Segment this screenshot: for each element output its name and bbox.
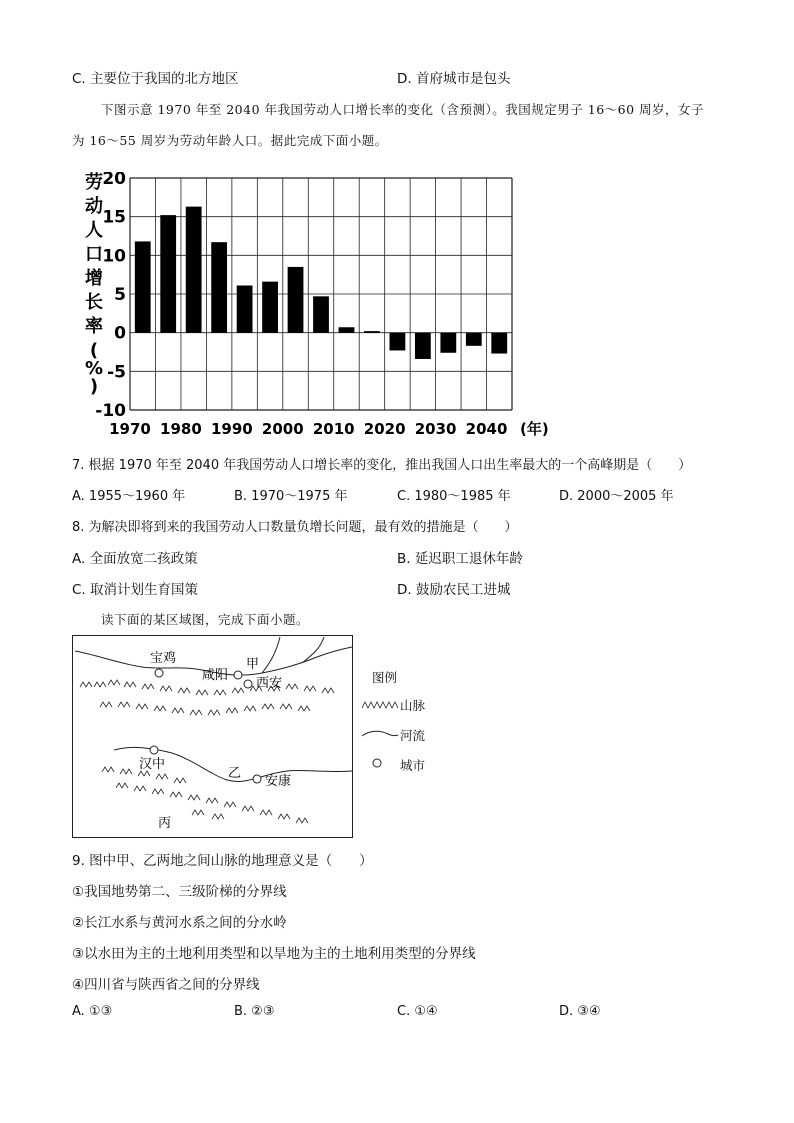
y-axis-label-char: )	[89, 376, 99, 397]
bar-2035	[466, 333, 482, 346]
bar-2040	[491, 333, 507, 354]
bar-2030	[440, 333, 456, 353]
ytick-label: -5	[107, 362, 126, 383]
label-yi: 乙	[228, 766, 242, 781]
q9-item-2: ②长江水系与黄河水系之间的分水岭	[72, 915, 287, 931]
city-icon	[370, 756, 384, 770]
q7-option-d[interactable]: D. 2000～2005 年	[559, 489, 674, 504]
label-jia: 甲	[246, 657, 260, 672]
bar-2020	[390, 333, 406, 351]
legend-city: 城市	[400, 758, 426, 773]
label-baoji: 宝鸡	[150, 651, 177, 666]
city-ankang-marker	[253, 775, 261, 783]
xtick-label: 2010	[312, 420, 355, 438]
bar-2025	[415, 333, 431, 359]
legend-river: 河流	[400, 728, 426, 743]
q7-option-b[interactable]: B. 1970～1975 年	[234, 489, 348, 504]
xtick-label: 2040	[465, 420, 508, 438]
xtick-label: 2030	[414, 420, 457, 438]
city-hanzhong-marker	[150, 746, 158, 754]
q9-option-c[interactable]: C. ①④	[397, 1004, 438, 1019]
y-axis-label-char: 率	[85, 316, 103, 337]
q8-option-d[interactable]: D. 鼓励农民工进城	[397, 582, 511, 598]
river-icon	[360, 726, 400, 740]
q9-item-1: ①我国地势第二、三级阶梯的分界线	[72, 884, 287, 900]
bar-2015	[364, 331, 380, 333]
label-bing: 丙	[158, 816, 172, 831]
xtick-label: 2000	[261, 420, 304, 438]
label-ankang: 安康	[265, 774, 292, 789]
q6-option-c: C. 主要位于我国的北方地区	[72, 71, 239, 87]
ytick-label: 5	[114, 285, 126, 305]
city-xian-marker	[244, 680, 252, 688]
bar-1980	[186, 207, 202, 333]
y-axis-label-char: 增	[85, 268, 103, 289]
intro-line-2: 为 16～55 周岁为劳动年龄人口。据此完成下面小题。	[72, 133, 388, 148]
ytick-label: 0	[114, 323, 126, 344]
bar-1990	[237, 285, 253, 332]
bar-1995	[262, 282, 278, 333]
bar-1985	[211, 242, 227, 332]
q8-option-b[interactable]: B. 延迟职工退休年龄	[397, 551, 523, 567]
label-xian: 西安	[256, 676, 283, 691]
y-axis-label-char: 口	[85, 244, 103, 265]
xtick-label: 1990	[210, 420, 253, 438]
q7-option-a[interactable]: A. 1955～1960 年	[72, 489, 186, 504]
q6-option-d: D. 首府城市是包头	[397, 71, 511, 87]
xtick-label: 1970	[109, 420, 151, 438]
ytick-label: -10	[95, 401, 126, 421]
q8-option-a[interactable]: A. 全面放宽二孩政策	[72, 551, 198, 567]
ytick-label: 20	[102, 172, 126, 189]
q7-option-c[interactable]: C. 1980～1985 年	[397, 489, 511, 504]
bar-2010	[339, 327, 355, 332]
city-xianyang-marker	[234, 671, 242, 679]
y-axis-label-char: 劳	[85, 172, 103, 193]
bar-2000	[288, 267, 304, 333]
y-axis-label-char: %	[84, 358, 104, 379]
q9-item-4: ④四川省与陕西省之间的分界线	[72, 977, 260, 993]
ytick-label: 10	[102, 246, 126, 267]
q9-option-a[interactable]: A. ①③	[72, 1004, 113, 1019]
q7-stem: 7. 根据 1970 年至 2040 年我国劳动人口增长率的变化，推出我国人口出生率最大的一个高峰期是（ ）	[72, 458, 692, 473]
city-baoji-marker	[155, 669, 163, 677]
map-frame	[73, 636, 353, 838]
y-axis-label-char: (	[89, 340, 99, 361]
xtick-label: 2020	[363, 420, 406, 438]
q8-option-c[interactable]: C. 取消计划生育国策	[72, 582, 199, 598]
bar-1970	[135, 241, 151, 332]
y-axis-label-char: 动	[85, 196, 103, 217]
legend-title: 图例	[372, 670, 398, 685]
bar-2005	[313, 296, 329, 332]
q9-stem: 9. 图中甲、乙两地之间山脉的地理意义是（ ）	[72, 853, 373, 869]
map-legend	[360, 668, 450, 778]
labor-growth-chart	[84, 172, 564, 444]
xtick-label: 1980	[160, 420, 202, 438]
q9-option-d[interactable]: D. ③④	[559, 1004, 601, 1019]
q9-option-b[interactable]: B. ②③	[234, 1004, 275, 1019]
bar-chart-svg	[84, 172, 564, 444]
intro-line-1: 下图示意 1970 年至 2040 年我国劳动人口增长率的变化（含预测）。我国规定男子 16～60 周岁，女子	[101, 102, 705, 117]
label-hanzhong: 汉中	[139, 757, 166, 772]
bar-1975	[160, 215, 176, 333]
y-axis-label-char: 人	[85, 220, 103, 241]
legend-mountain: 山脉	[400, 698, 426, 713]
q8-stem: 8. 为解决即将到来的我国劳动人口数量负增长问题，最有效的措施是（ ）	[72, 520, 518, 535]
y-axis-label-char: 长	[85, 292, 103, 313]
label-xianyang: 咸阳	[202, 668, 229, 683]
region-map	[72, 635, 356, 840]
x-unit-label: (年)	[520, 420, 549, 438]
intro-2: 读下面的某区域图，完成下面小题。	[101, 612, 310, 627]
region-map-svg	[72, 635, 356, 840]
q9-item-3: ③以水田为主的土地利用类型和以旱地为主的土地利用类型的分界线	[72, 946, 476, 962]
mountain-icon	[360, 696, 400, 710]
ytick-label: 15	[102, 207, 126, 228]
